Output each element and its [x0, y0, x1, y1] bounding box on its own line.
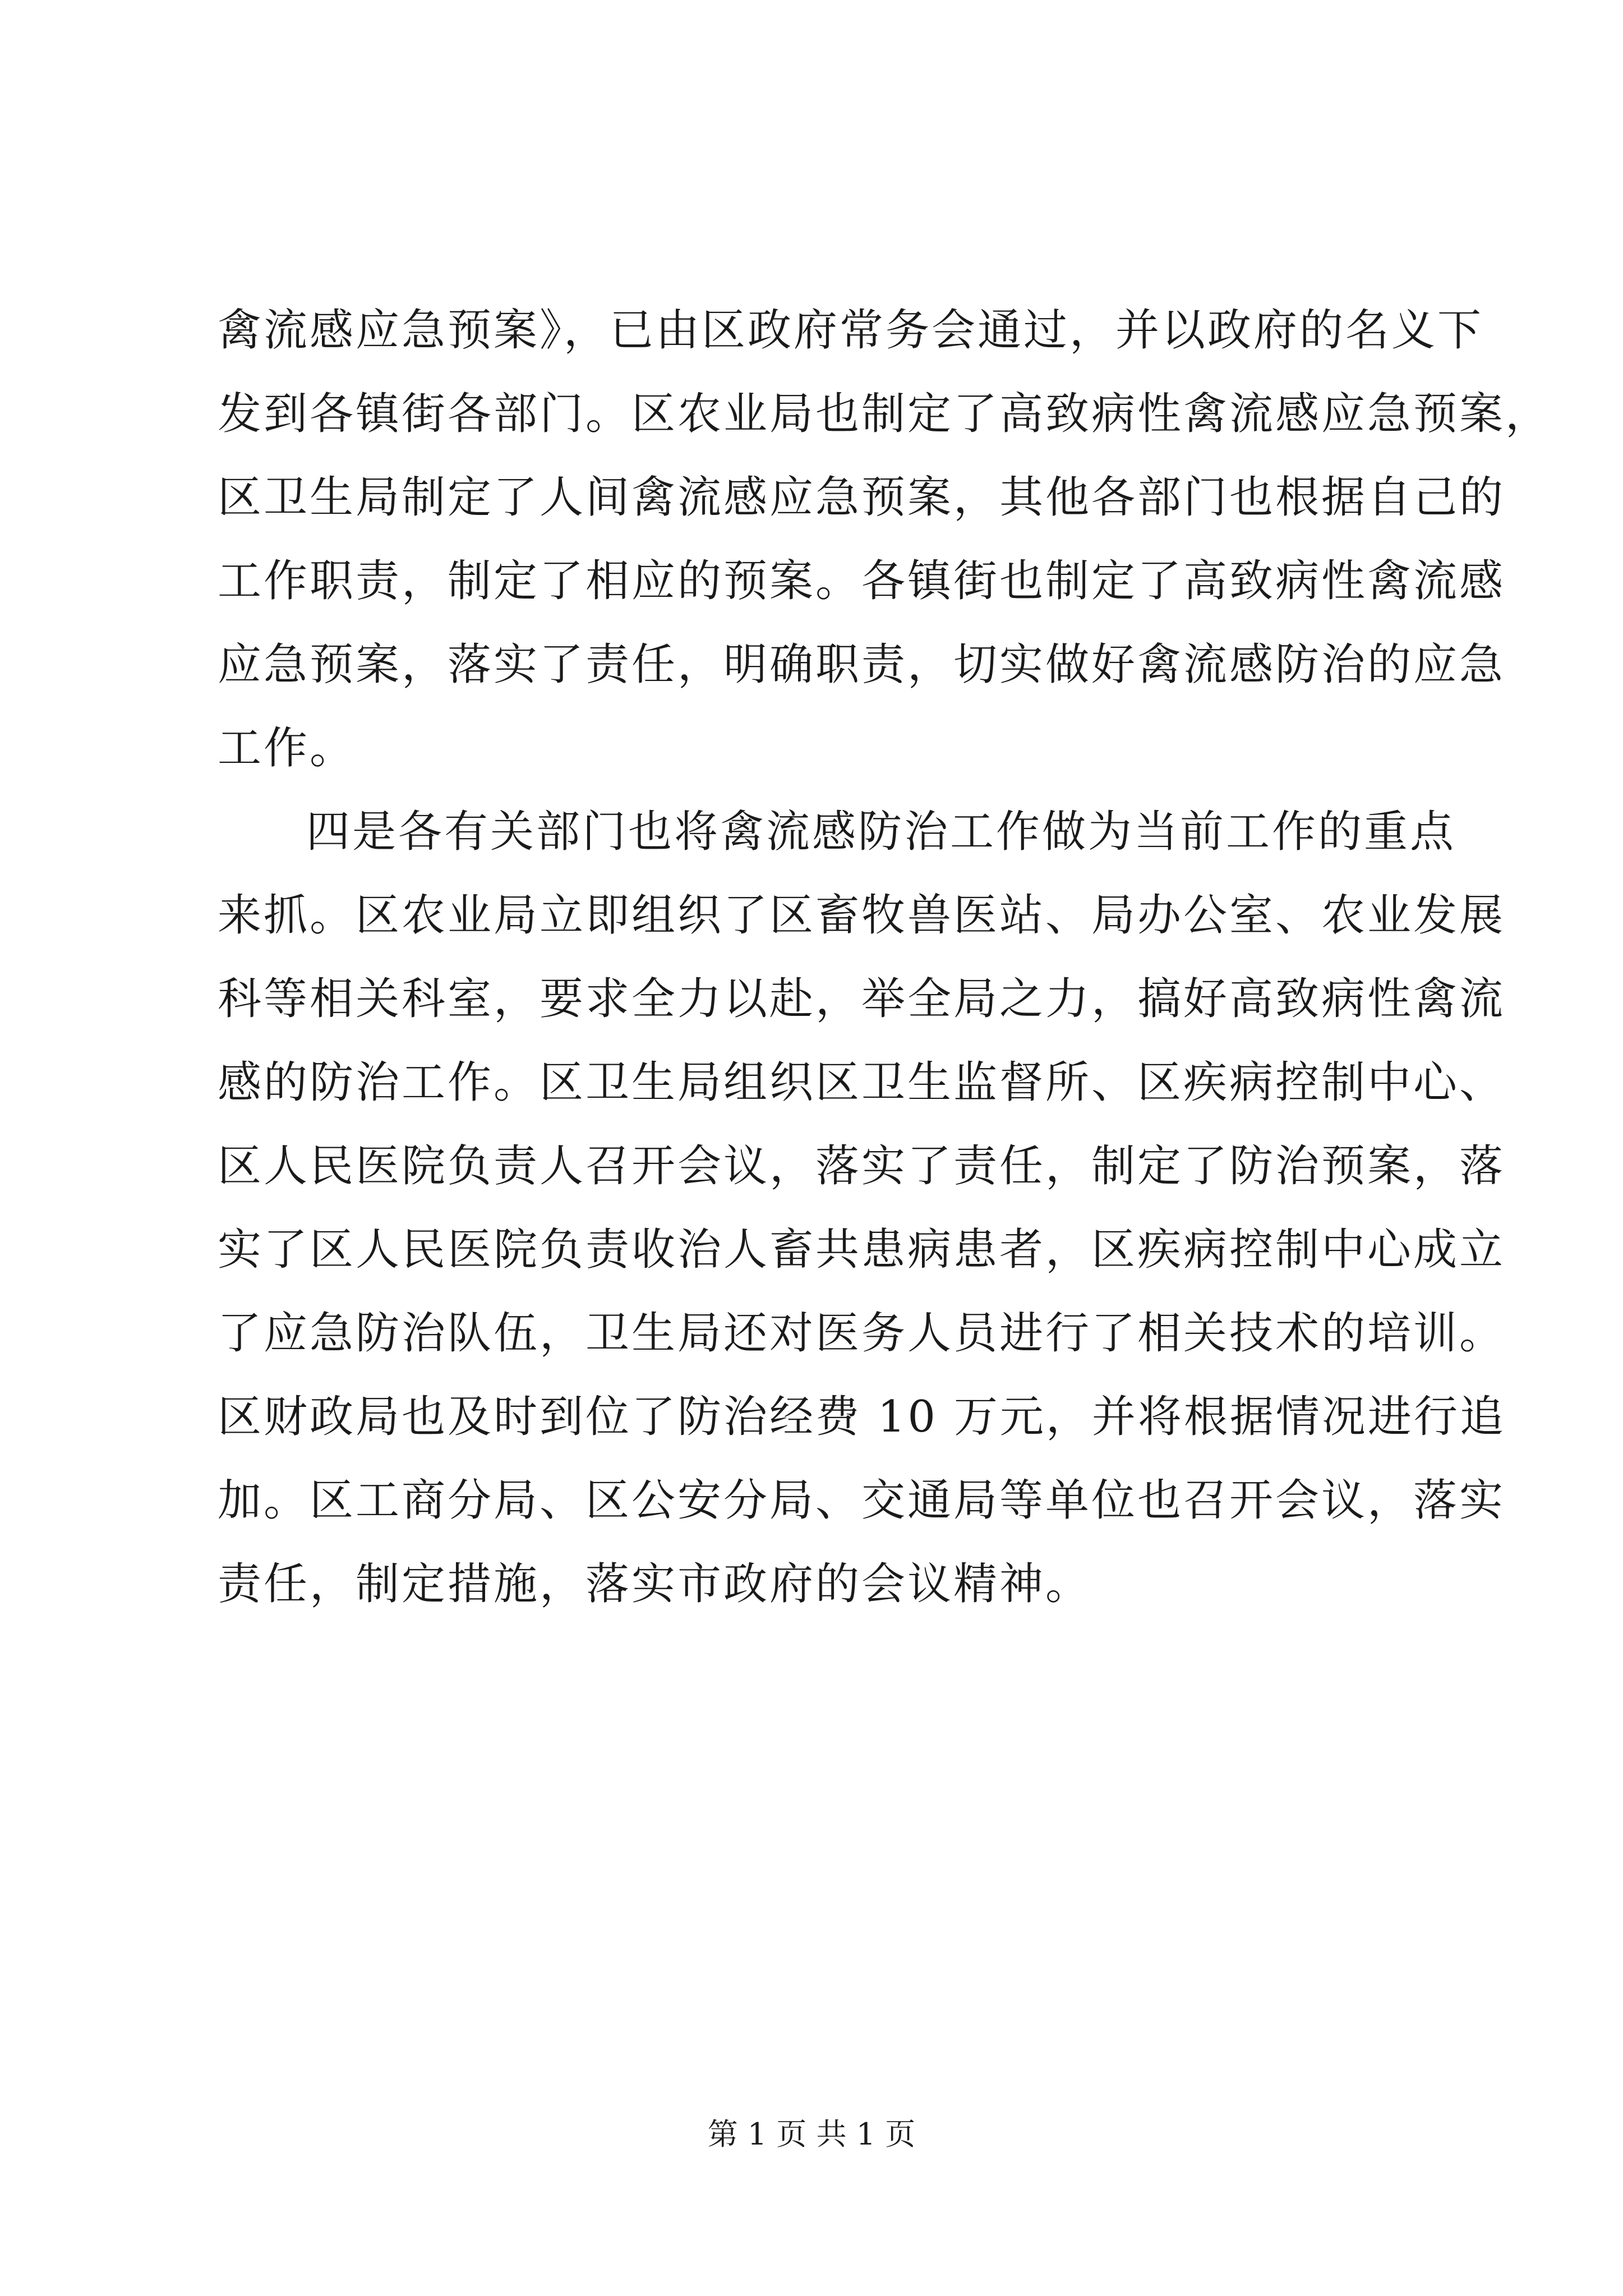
text-line: 来抓。区农业局立即组织了区畜牧兽医站、局办公室、农业发展: [218, 890, 1506, 941]
paragraph-start-line: 四是各有关部门也将禽流感防治工作做为当前工作的重点: [306, 807, 1456, 857]
text-line: 责任，制定措施，落实市政府的会议精神。: [218, 1559, 1092, 1609]
text-line: 禽流感应急预案》，已由区政府常务会通过，并以政府的名义下: [218, 305, 1484, 356]
text-line: 区卫生局制定了人间禽流感应急预案，其他各部门也根据自己的: [218, 472, 1506, 523]
text-line: 发到各镇街各部门。区农业局也制定了高致病性禽流感应急预案，: [218, 389, 1552, 439]
text-line: 感的防治工作。区卫生局组织区卫生监督所、区疾病控制中心、: [218, 1057, 1506, 1108]
text-line: 科等相关科室，要求全力以赴，举全局之力，搞好高致病性禽流: [218, 974, 1506, 1024]
page-footer: 第 1 页 共 1 页: [707, 2116, 916, 2152]
text-line: 加。区工商分局、区公安分局、交通局等单位也召开会议，落实: [218, 1475, 1506, 1526]
text-line: 工作职责，制定了相应的预案。各镇街也制定了高致病性禽流感: [218, 556, 1506, 606]
text-line: 区人民医院负责人召开会议，落实了责任，制定了防治预案，落: [218, 1141, 1506, 1191]
text-line: 实了区人民医院负责收治人畜共患病患者，区疾病控制中心成立: [218, 1225, 1506, 1275]
text-line: 工作。: [218, 723, 356, 774]
text-line: 了应急防治队伍，卫生局还对医务人员进行了相关技术的培训。: [218, 1308, 1506, 1359]
text-line: 应急预案，落实了责任，明确职责，切实做好禽流感防治的应急: [218, 639, 1506, 690]
body-text: [218, 289, 1552, 1626]
text-line: 区财政局也及时到位了防治经费 10 万元，并将根据情况进行追: [218, 1392, 1506, 1442]
